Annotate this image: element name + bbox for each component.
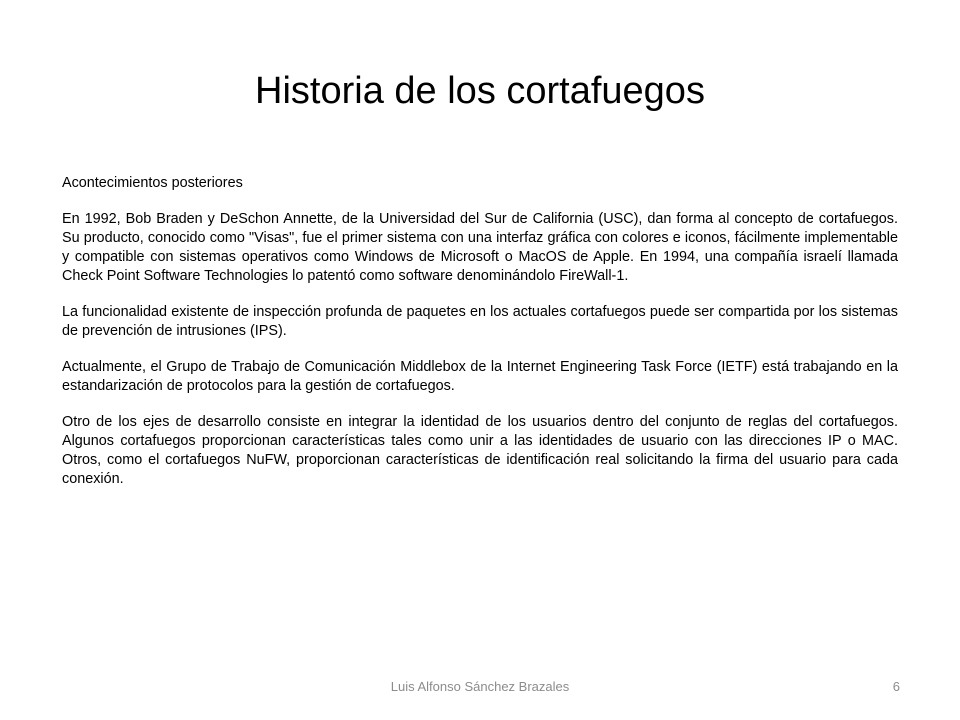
footer-page-number: 6 <box>892 679 900 694</box>
paragraph-user-identity: Otro de los ejes de desarrollo consiste en integrar la identidad de los usuarios dentro del conjunto de reglas del cortafuegos. Algunos cortafuegos proporcionan características tales como unir a las identidades de usuario con las direcciones IP o MAC. Otros, como el cortafuegos NuFW, proporcionan características de identificación real solicitando la firma del usuario para cada conexión. <box>62 414 898 487</box>
slide-title: Historia de los cortafuegos <box>255 70 705 112</box>
paragraph-ietf: Actualmente, el Grupo de Trabajo de Comunicación Middlebox de la Internet Engineering Task Force (IETF) está trabajando en la estandarización de protocolos para la gestión de cortafuegos. <box>62 359 898 394</box>
paragraph-history-1992: En 1992, Bob Braden y DeSchon Annette, de la Universidad del Sur de California (USC), dan forma al concepto de cortafuegos. Su producto, conocido como "Visas", fue el primer sistema con una interfaz gráfica con colores e iconos, fácilmente implementable y compatible con sistemas operativos como Windows de Microsoft o MacOS de Apple. En 1994, una compañía israelí llamada Check Point Software Technologies lo patentó como software denominándolo FireWall-1. <box>62 211 898 284</box>
section-subheading: Acontecimientos posteriores <box>62 175 243 191</box>
footer-author: Luis Alfonso Sánchez Brazales <box>390 679 570 694</box>
slide-body <box>62 174 898 506</box>
paragraph-deep-inspection: La funcionalidad existente de inspección profunda de paquetes en los actuales cortafuegos puede ser compartida por los sistemas de prevención de intrusiones (IPS). <box>62 304 898 339</box>
